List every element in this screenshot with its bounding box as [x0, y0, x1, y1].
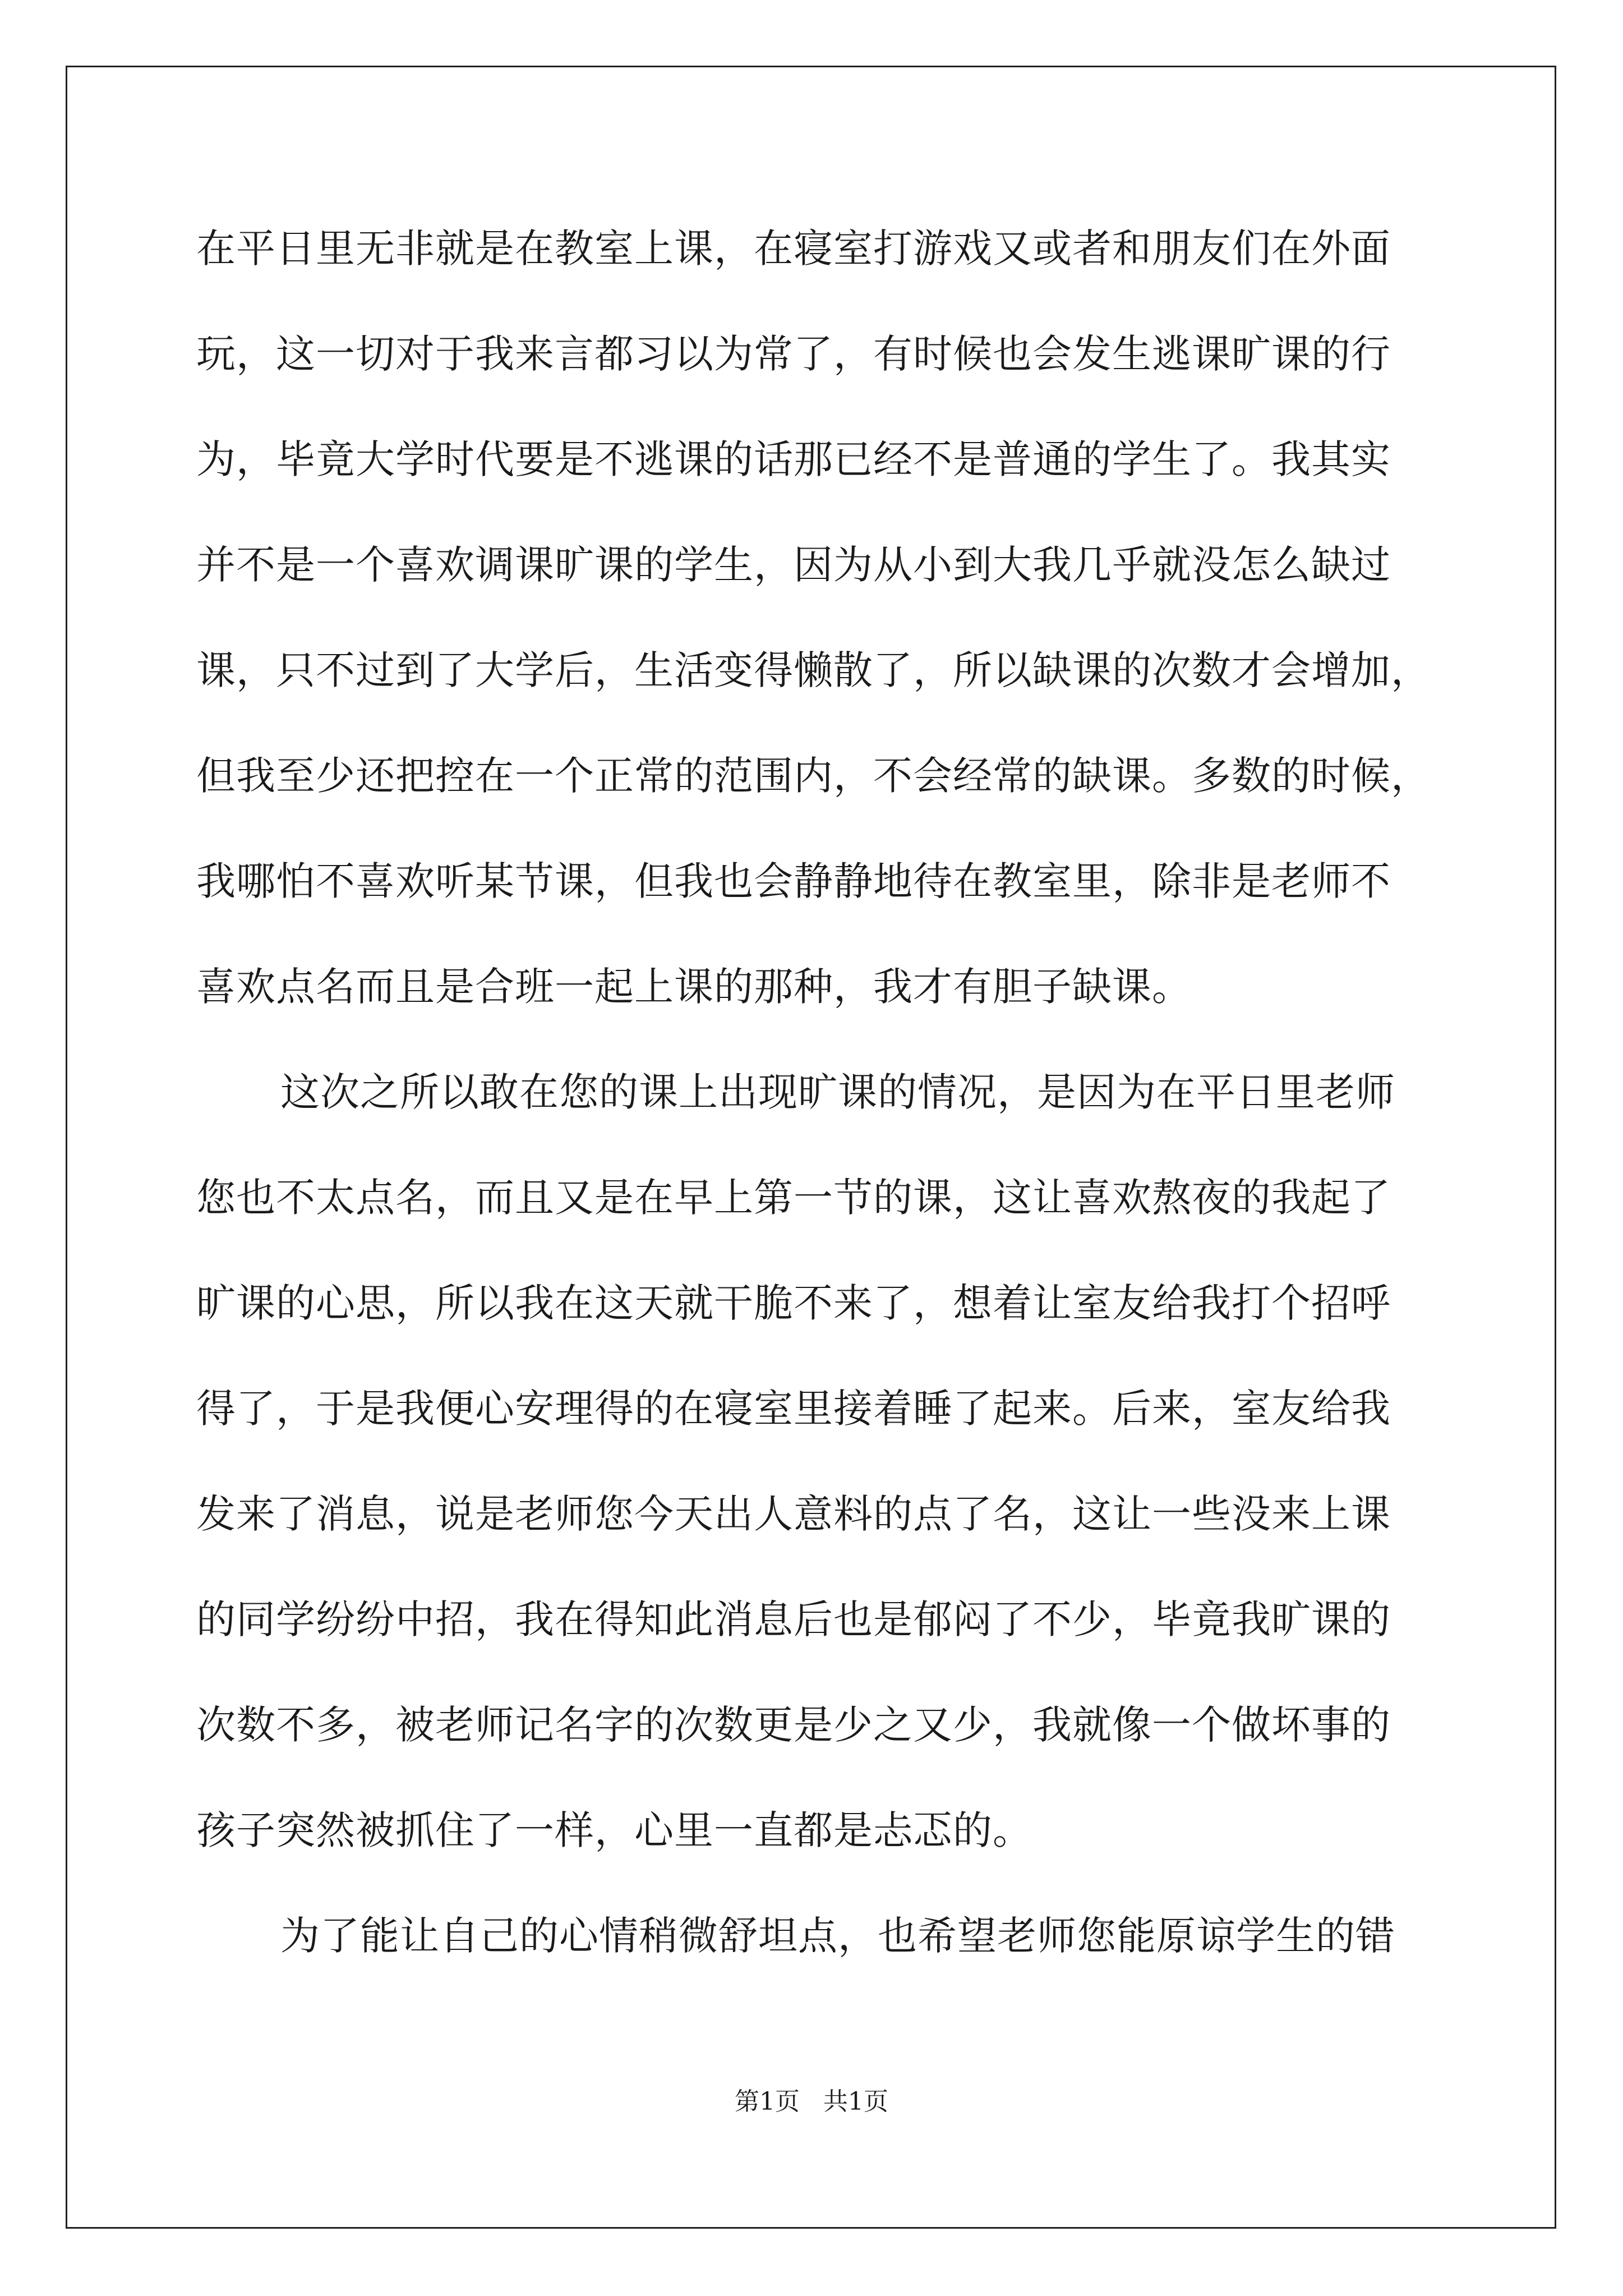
paragraph-line: 这次之所以敢在您的课上出现旷课的情况，是因为在平日里老师 — [280, 1069, 1395, 1115]
paragraph-line: 但我至少还把控在一个正常的范围内，不会经常的缺课。多数的时候， — [196, 753, 1431, 799]
page-number-footer: 第1页 共1页 — [735, 2087, 888, 2116]
paragraph-line: 旷课的心思，所以我在这天就干脆不来了，想着让室友给我打个招呼 — [196, 1280, 1391, 1326]
paragraph-line: 喜欢点名而且是合班一起上课的那种，我才有胆子缺课。 — [196, 964, 1192, 1010]
paragraph-line: 的同学纷纷中招，我在得知此消息后也是郁闷了不少，毕竟我旷课的 — [196, 1596, 1391, 1642]
paragraph-line: 并不是一个喜欢调课旷课的学生，因为从小到大我几乎就没怎么缺过 — [196, 542, 1391, 588]
paragraph-line: 孩子突然被抓住了一样，心里一直都是忐忑的。 — [196, 1807, 1032, 1853]
paragraph-line: 玩，这一切对于我来言都习以为常了，有时候也会发生逃课旷课的行 — [196, 331, 1391, 377]
page-border — [66, 66, 1556, 2229]
paragraph-line: 我哪怕不喜欢听某节课，但我也会静静地待在教室里，除非是老师不 — [196, 858, 1391, 904]
paragraph-line: 您也不太点名，而且又是在早上第一节的课，这让喜欢熬夜的我起了 — [196, 1175, 1391, 1221]
paragraph-line: 为了能让自己的心情稍微舒坦点，也希望老师您能原谅学生的错 — [280, 1913, 1395, 1959]
paragraph-line: 得了，于是我便心安理得的在寝室里接着睡了起来。后来，室友给我 — [196, 1386, 1391, 1432]
paragraph-line: 课，只不过到了大学后，生活变得懒散了，所以缺课的次数才会增加， — [196, 647, 1431, 693]
paragraph-line: 发来了消息，说是老师您今天出人意料的点了名，这让一些没来上课 — [196, 1491, 1391, 1537]
paragraph-line: 次数不多，被老师记名字的次数更是少之又少，我就像一个做坏事的 — [196, 1702, 1391, 1748]
paragraph-line: 在平日里无非就是在教室上课，在寝室打游戏又或者和朋友们在外面 — [196, 226, 1391, 272]
paragraph-line: 为，毕竟大学时代要是不逃课的话那已经不是普通的学生了。我其实 — [196, 436, 1391, 482]
